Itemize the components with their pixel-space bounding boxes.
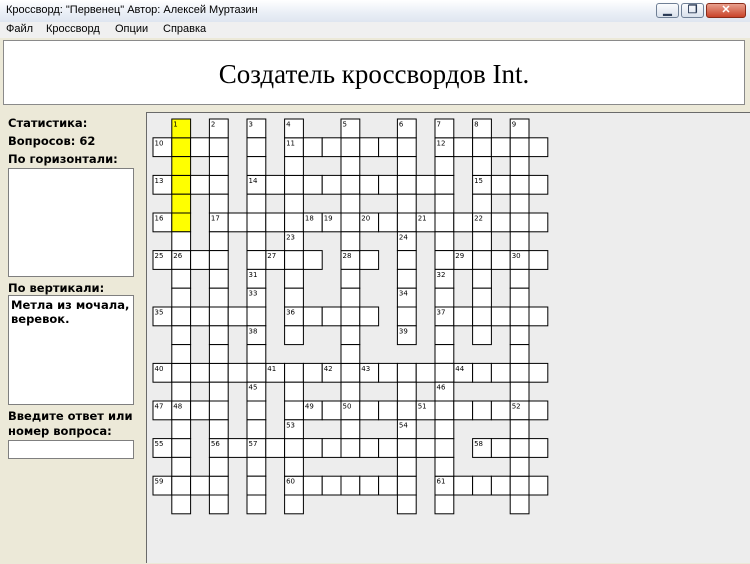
clue-number: 43 xyxy=(361,364,371,373)
crossword-cell[interactable] xyxy=(285,382,304,401)
crossword-cell[interactable] xyxy=(247,345,266,364)
crossword-cell[interactable] xyxy=(322,476,341,495)
crossword-cell[interactable] xyxy=(285,495,304,514)
crossword-cell[interactable] xyxy=(510,269,529,288)
vertical-label: По вертикали: xyxy=(8,281,105,295)
crossword-cell[interactable] xyxy=(191,138,210,157)
crossword-cell[interactable] xyxy=(397,382,416,401)
crossword-cell[interactable] xyxy=(228,363,247,382)
crossword-cell[interactable] xyxy=(322,401,341,420)
crossword-cell[interactable] xyxy=(303,251,322,270)
clue-number: 20 xyxy=(361,214,371,223)
crossword-cell[interactable] xyxy=(529,213,548,232)
clue-number: 30 xyxy=(511,252,521,261)
clue-number: 39 xyxy=(398,327,408,336)
horizontal-label: По горизонтали: xyxy=(8,152,118,166)
crossword-cell[interactable] xyxy=(397,476,416,495)
clue-number: 45 xyxy=(248,383,258,392)
crossword-cell[interactable] xyxy=(510,138,529,157)
crossword-cell[interactable] xyxy=(397,251,416,270)
crossword-cell[interactable] xyxy=(435,326,454,345)
banner xyxy=(3,40,745,105)
crossword-cell[interactable] xyxy=(247,213,266,232)
crossword-cell[interactable] xyxy=(209,194,228,213)
crossword-cell[interactable] xyxy=(379,439,398,458)
crossword-cell[interactable] xyxy=(266,439,285,458)
clue-number: 3 xyxy=(248,120,253,129)
clue-number: 61 xyxy=(436,477,446,486)
crossword-cell[interactable] xyxy=(341,213,360,232)
crossword-cell[interactable] xyxy=(510,175,529,194)
crossword-cell[interactable] xyxy=(247,420,266,439)
crossword-cell[interactable] xyxy=(209,307,228,326)
crossword-cell[interactable] xyxy=(510,439,529,458)
clue-number: 26 xyxy=(173,252,183,261)
crossword-cell[interactable] xyxy=(397,157,416,176)
answer-input[interactable] xyxy=(8,440,134,459)
crossword-cell[interactable] xyxy=(510,345,529,364)
crossword-cell[interactable] xyxy=(397,213,416,232)
crossword-cell[interactable] xyxy=(397,175,416,194)
crossword-cell[interactable] xyxy=(473,138,492,157)
crossword-cell[interactable] xyxy=(172,138,191,157)
crossword-cell[interactable] xyxy=(341,232,360,251)
clue-number: 1 xyxy=(173,120,178,129)
clue-number: 12 xyxy=(436,139,446,148)
crossword-cell[interactable] xyxy=(285,269,304,288)
crossword-cell[interactable] xyxy=(510,213,529,232)
clue-number: 16 xyxy=(154,214,164,223)
crossword-cell[interactable] xyxy=(360,476,379,495)
clue-number: 35 xyxy=(154,308,164,317)
crossword-cell[interactable] xyxy=(247,251,266,270)
crossword-cell[interactable] xyxy=(491,175,510,194)
crossword-cell[interactable] xyxy=(473,157,492,176)
clue-number: 51 xyxy=(417,402,427,411)
maximize-button[interactable] xyxy=(681,3,704,18)
crossword-cell[interactable] xyxy=(172,382,191,401)
crossword-cell[interactable] xyxy=(379,476,398,495)
crossword-cell[interactable] xyxy=(228,439,247,458)
crossword-cell[interactable] xyxy=(379,401,398,420)
crossword-cell[interactable] xyxy=(303,307,322,326)
clue-number: 13 xyxy=(154,176,164,185)
crossword-cell[interactable] xyxy=(341,194,360,213)
clue-number: 11 xyxy=(286,139,296,148)
crossword-cell[interactable] xyxy=(491,213,510,232)
clue-number: 19 xyxy=(323,214,333,223)
crossword-cell[interactable] xyxy=(172,307,191,326)
crossword-cell[interactable] xyxy=(341,476,360,495)
crossword-cell[interactable] xyxy=(209,251,228,270)
clue-number: 18 xyxy=(304,214,314,223)
crossword-cell[interactable] xyxy=(510,457,529,476)
crossword-cell[interactable] xyxy=(285,288,304,307)
vertical-clue-box[interactable] xyxy=(8,295,134,405)
crossword-cell[interactable] xyxy=(209,382,228,401)
crossword-cell[interactable] xyxy=(322,138,341,157)
close-button[interactable] xyxy=(706,3,746,18)
clue-number: 42 xyxy=(323,364,333,373)
menu-help[interactable]: Справка xyxy=(163,23,207,35)
crossword-cell[interactable] xyxy=(473,232,492,251)
crossword-cell[interactable] xyxy=(529,363,548,382)
crossword-cell[interactable] xyxy=(529,476,548,495)
crossword-cell[interactable] xyxy=(491,476,510,495)
crossword-cell[interactable] xyxy=(247,194,266,213)
crossword-cell[interactable] xyxy=(209,363,228,382)
crossword-cell[interactable] xyxy=(435,232,454,251)
crossword-cell[interactable] xyxy=(285,439,304,458)
crossword-cell[interactable] xyxy=(209,345,228,364)
crossword-cell[interactable] xyxy=(473,251,492,270)
crossword-cell[interactable] xyxy=(341,138,360,157)
clue-number: 40 xyxy=(154,364,164,373)
crossword-cell[interactable] xyxy=(341,363,360,382)
crossword-cell[interactable] xyxy=(209,138,228,157)
crossword-cell[interactable] xyxy=(285,326,304,345)
crossword-cell[interactable] xyxy=(209,401,228,420)
crossword-cell[interactable] xyxy=(322,439,341,458)
crossword-cell[interactable] xyxy=(510,232,529,251)
crossword-cell[interactable] xyxy=(397,439,416,458)
crossword-cell[interactable] xyxy=(247,457,266,476)
crossword-cell[interactable] xyxy=(435,495,454,514)
crossword-cell[interactable] xyxy=(416,439,435,458)
crossword-cell[interactable] xyxy=(397,495,416,514)
clue-number: 58 xyxy=(474,440,484,449)
crossword-cell[interactable] xyxy=(247,476,266,495)
clue-number: 27 xyxy=(267,252,277,261)
clue-number: 31 xyxy=(248,270,258,279)
crossword-cell[interactable] xyxy=(454,213,473,232)
crossword-cell[interactable] xyxy=(228,213,247,232)
crossword-cell[interactable] xyxy=(172,345,191,364)
crossword-cell[interactable] xyxy=(303,138,322,157)
crossword-cell[interactable] xyxy=(209,326,228,345)
crossword-cell[interactable] xyxy=(397,138,416,157)
crossword-cell[interactable] xyxy=(172,194,191,213)
answer-label-line2: номер вопроса: xyxy=(8,424,112,438)
crossword-cell[interactable] xyxy=(172,439,191,458)
clue-number: 23 xyxy=(286,233,296,242)
crossword-cell[interactable] xyxy=(510,326,529,345)
crossword-cell[interactable] xyxy=(303,476,322,495)
clue-number: 17 xyxy=(210,214,220,223)
crossword-cell[interactable] xyxy=(510,382,529,401)
crossword-cell[interactable] xyxy=(491,401,510,420)
window-title: Кроссворд: "Первенец" Автор: Алексей Муртазин xyxy=(6,4,258,16)
crossword-cell[interactable] xyxy=(191,251,210,270)
crossword-cell[interactable] xyxy=(435,457,454,476)
crossword-cell[interactable] xyxy=(303,363,322,382)
crossword-cell[interactable] xyxy=(228,307,247,326)
crossword-cell[interactable] xyxy=(473,363,492,382)
crossword-cell[interactable] xyxy=(247,232,266,251)
crossword-cell[interactable] xyxy=(266,213,285,232)
crossword-cell[interactable] xyxy=(416,175,435,194)
clue-number: 32 xyxy=(436,270,446,279)
menu-options[interactable]: Опции xyxy=(115,23,149,35)
clue-number: 38 xyxy=(248,327,258,336)
crossword-cell[interactable] xyxy=(285,401,304,420)
crossword-cell[interactable] xyxy=(285,363,304,382)
crossword-cell[interactable] xyxy=(360,138,379,157)
crossword-cell[interactable] xyxy=(341,269,360,288)
clue-number: 33 xyxy=(248,289,258,298)
crossword-cell[interactable] xyxy=(360,401,379,420)
crossword-cell[interactable] xyxy=(435,420,454,439)
clue-number: 4 xyxy=(286,120,291,129)
crossword-cell[interactable] xyxy=(510,157,529,176)
clue-number: 46 xyxy=(436,383,446,392)
crossword-cell[interactable] xyxy=(322,307,341,326)
clue-number: 10 xyxy=(154,139,164,148)
crossword-cell[interactable] xyxy=(209,288,228,307)
crossword-cell[interactable] xyxy=(247,363,266,382)
clue-number: 29 xyxy=(455,252,465,261)
clue-number: 59 xyxy=(154,477,164,486)
crossword-cell[interactable] xyxy=(435,345,454,364)
crossword-cell[interactable] xyxy=(397,269,416,288)
crossword-cell[interactable] xyxy=(209,457,228,476)
crossword-cell[interactable] xyxy=(209,232,228,251)
left-panel xyxy=(0,108,145,563)
clue-number: 34 xyxy=(398,289,408,298)
crossword-cell[interactable] xyxy=(247,401,266,420)
crossword-cell[interactable] xyxy=(491,439,510,458)
horizontal-clue-box[interactable] xyxy=(8,168,134,277)
crossword-cell[interactable] xyxy=(510,194,529,213)
clue-number: 56 xyxy=(210,440,220,449)
vertical-clue-text: Метла из мочала, веревок. xyxy=(11,298,130,326)
crossword-cell[interactable] xyxy=(473,269,492,288)
crossword-cell[interactable] xyxy=(379,175,398,194)
clue-number: 54 xyxy=(398,421,408,430)
crossword-cell[interactable] xyxy=(510,420,529,439)
crossword-cell[interactable] xyxy=(529,439,548,458)
crossword-cell[interactable] xyxy=(209,476,228,495)
crossword-cell[interactable] xyxy=(529,138,548,157)
crossword-cell[interactable] xyxy=(172,232,191,251)
crossword-cell[interactable] xyxy=(191,175,210,194)
clue-number: 15 xyxy=(474,176,484,185)
clue-number: 8 xyxy=(474,120,479,129)
crossword-cell[interactable] xyxy=(360,439,379,458)
crossword-cell[interactable] xyxy=(529,307,548,326)
crossword-cell[interactable] xyxy=(341,420,360,439)
crossword-cell[interactable] xyxy=(435,194,454,213)
crossword-cell[interactable] xyxy=(191,476,210,495)
clue-number: 7 xyxy=(436,120,441,129)
crossword-cell[interactable] xyxy=(529,175,548,194)
crossword-cell[interactable] xyxy=(454,401,473,420)
crossword-cell[interactable] xyxy=(529,401,548,420)
crossword-cell[interactable] xyxy=(285,213,304,232)
crossword-cell[interactable] xyxy=(491,251,510,270)
clue-number: 2 xyxy=(210,120,216,129)
clue-number: 37 xyxy=(436,308,446,317)
crossword-cell[interactable] xyxy=(360,175,379,194)
answer-label-line1: Введите ответ или xyxy=(8,409,133,423)
crossword-cell[interactable] xyxy=(172,363,191,382)
crossword-cell[interactable] xyxy=(454,138,473,157)
crossword-cell[interactable] xyxy=(247,307,266,326)
crossword-cell[interactable] xyxy=(172,175,191,194)
crossword-cell[interactable] xyxy=(435,157,454,176)
crossword-area xyxy=(146,112,750,563)
crossword-cell[interactable] xyxy=(435,288,454,307)
clue-number: 57 xyxy=(248,440,258,449)
crossword-cell[interactable] xyxy=(172,326,191,345)
crossword-cell[interactable] xyxy=(303,439,322,458)
crossword-cell[interactable] xyxy=(397,457,416,476)
crossword-cell[interactable] xyxy=(191,363,210,382)
maximize-icon: ❐ xyxy=(687,4,698,16)
crossword-cell[interactable] xyxy=(191,307,210,326)
crossword-cell[interactable] xyxy=(435,401,454,420)
crossword-cell[interactable] xyxy=(454,476,473,495)
crossword-cell[interactable] xyxy=(491,138,510,157)
crossword-cell[interactable] xyxy=(379,363,398,382)
clue-number: 9 xyxy=(511,120,517,129)
crossword-cell[interactable] xyxy=(247,157,266,176)
crossword-cell[interactable] xyxy=(172,157,191,176)
clue-number: 24 xyxy=(398,233,408,242)
horizontal-clue-text xyxy=(9,169,133,173)
crossword-cell[interactable] xyxy=(172,420,191,439)
crossword-cell[interactable] xyxy=(360,251,379,270)
crossword-grid xyxy=(147,113,750,564)
crossword-cell[interactable] xyxy=(285,251,304,270)
crossword-cell[interactable] xyxy=(473,307,492,326)
clue-number: 25 xyxy=(154,252,164,261)
crossword-cell[interactable] xyxy=(191,401,210,420)
clue-number: 53 xyxy=(286,421,296,430)
crossword-cell[interactable] xyxy=(491,307,510,326)
crossword-cell[interactable] xyxy=(473,288,492,307)
crossword-cell[interactable] xyxy=(510,495,529,514)
title-bar xyxy=(0,0,750,23)
crossword-cell[interactable] xyxy=(209,175,228,194)
crossword-cell[interactable] xyxy=(379,213,398,232)
crossword-cell[interactable] xyxy=(341,288,360,307)
crossword-cell[interactable] xyxy=(435,213,454,232)
crossword-cell[interactable] xyxy=(322,175,341,194)
crossword-cell[interactable] xyxy=(473,401,492,420)
crossword-cell[interactable] xyxy=(172,269,191,288)
menu-crossword[interactable]: Кроссворд xyxy=(46,23,100,35)
crossword-cell[interactable] xyxy=(285,194,304,213)
crossword-cell[interactable] xyxy=(266,175,285,194)
questions-count: Вопросов: 62 xyxy=(8,134,96,148)
crossword-cell[interactable] xyxy=(510,476,529,495)
clue-number: 47 xyxy=(154,402,164,411)
minimize-button[interactable] xyxy=(656,3,679,18)
crossword-cell[interactable] xyxy=(341,307,360,326)
crossword-cell[interactable] xyxy=(341,175,360,194)
crossword-cell[interactable] xyxy=(397,363,416,382)
crossword-cell[interactable] xyxy=(247,495,266,514)
crossword-cell[interactable] xyxy=(172,495,191,514)
clue-number: 22 xyxy=(474,214,484,223)
clue-number: 21 xyxy=(417,214,427,223)
clue-number: 36 xyxy=(286,308,296,317)
clue-number: 60 xyxy=(286,477,296,486)
clue-number: 14 xyxy=(248,176,258,185)
crossword-cell[interactable] xyxy=(341,439,360,458)
minimize-icon: ▁ xyxy=(663,4,672,16)
clue-number: 41 xyxy=(267,364,277,373)
crossword-cell[interactable] xyxy=(397,307,416,326)
crossword-cell[interactable] xyxy=(510,288,529,307)
crossword-cell[interactable] xyxy=(285,175,304,194)
crossword-cell[interactable] xyxy=(341,345,360,364)
crossword-cell[interactable] xyxy=(435,251,454,270)
crossword-cell[interactable] xyxy=(379,138,398,157)
crossword-cell[interactable] xyxy=(172,457,191,476)
banner-title: Создатель кроссвордов Int. xyxy=(218,59,530,89)
crossword-cell[interactable] xyxy=(285,457,304,476)
stats-label: Статистика: xyxy=(8,116,88,130)
crossword-cell[interactable] xyxy=(435,439,454,458)
crossword-cell[interactable] xyxy=(435,175,454,194)
crossword-cell[interactable] xyxy=(454,307,473,326)
crossword-cell[interactable] xyxy=(341,326,360,345)
crossword-cell[interactable] xyxy=(341,382,360,401)
menu-file[interactable]: Файл xyxy=(6,23,34,35)
crossword-cell[interactable] xyxy=(209,495,228,514)
crossword-cell[interactable] xyxy=(397,401,416,420)
crossword-cell[interactable] xyxy=(510,307,529,326)
clue-number: 48 xyxy=(173,402,183,411)
close-icon: ✕ xyxy=(721,4,731,16)
clue-number: 6 xyxy=(398,120,404,129)
crossword-cell[interactable] xyxy=(510,363,529,382)
crossword-cell[interactable] xyxy=(473,326,492,345)
clue-number: 52 xyxy=(511,402,521,411)
crossword-cell[interactable] xyxy=(247,138,266,157)
crossword-cell[interactable] xyxy=(360,307,379,326)
crossword-cell[interactable] xyxy=(529,251,548,270)
crossword-cell[interactable] xyxy=(303,175,322,194)
crossword-cell[interactable] xyxy=(172,213,191,232)
crossword-cell[interactable] xyxy=(341,157,360,176)
crossword-cell[interactable] xyxy=(435,363,454,382)
clue-number: 50 xyxy=(342,402,352,411)
crossword-cell[interactable] xyxy=(473,476,492,495)
crossword-cell[interactable] xyxy=(397,194,416,213)
crossword-cell[interactable] xyxy=(172,288,191,307)
crossword-cell[interactable] xyxy=(209,269,228,288)
clue-number: 5 xyxy=(342,120,347,129)
crossword-cell[interactable] xyxy=(473,194,492,213)
crossword-cell[interactable] xyxy=(209,420,228,439)
clue-number: 55 xyxy=(154,440,164,449)
crossword-cell[interactable] xyxy=(416,363,435,382)
clue-number: 44 xyxy=(455,364,465,373)
clue-number: 28 xyxy=(342,252,352,261)
menu-bar xyxy=(0,22,750,38)
crossword-cell[interactable] xyxy=(285,157,304,176)
crossword-cell[interactable] xyxy=(172,476,191,495)
crossword-cell[interactable] xyxy=(491,363,510,382)
crossword-cell[interactable] xyxy=(209,157,228,176)
clue-number: 49 xyxy=(304,402,314,411)
